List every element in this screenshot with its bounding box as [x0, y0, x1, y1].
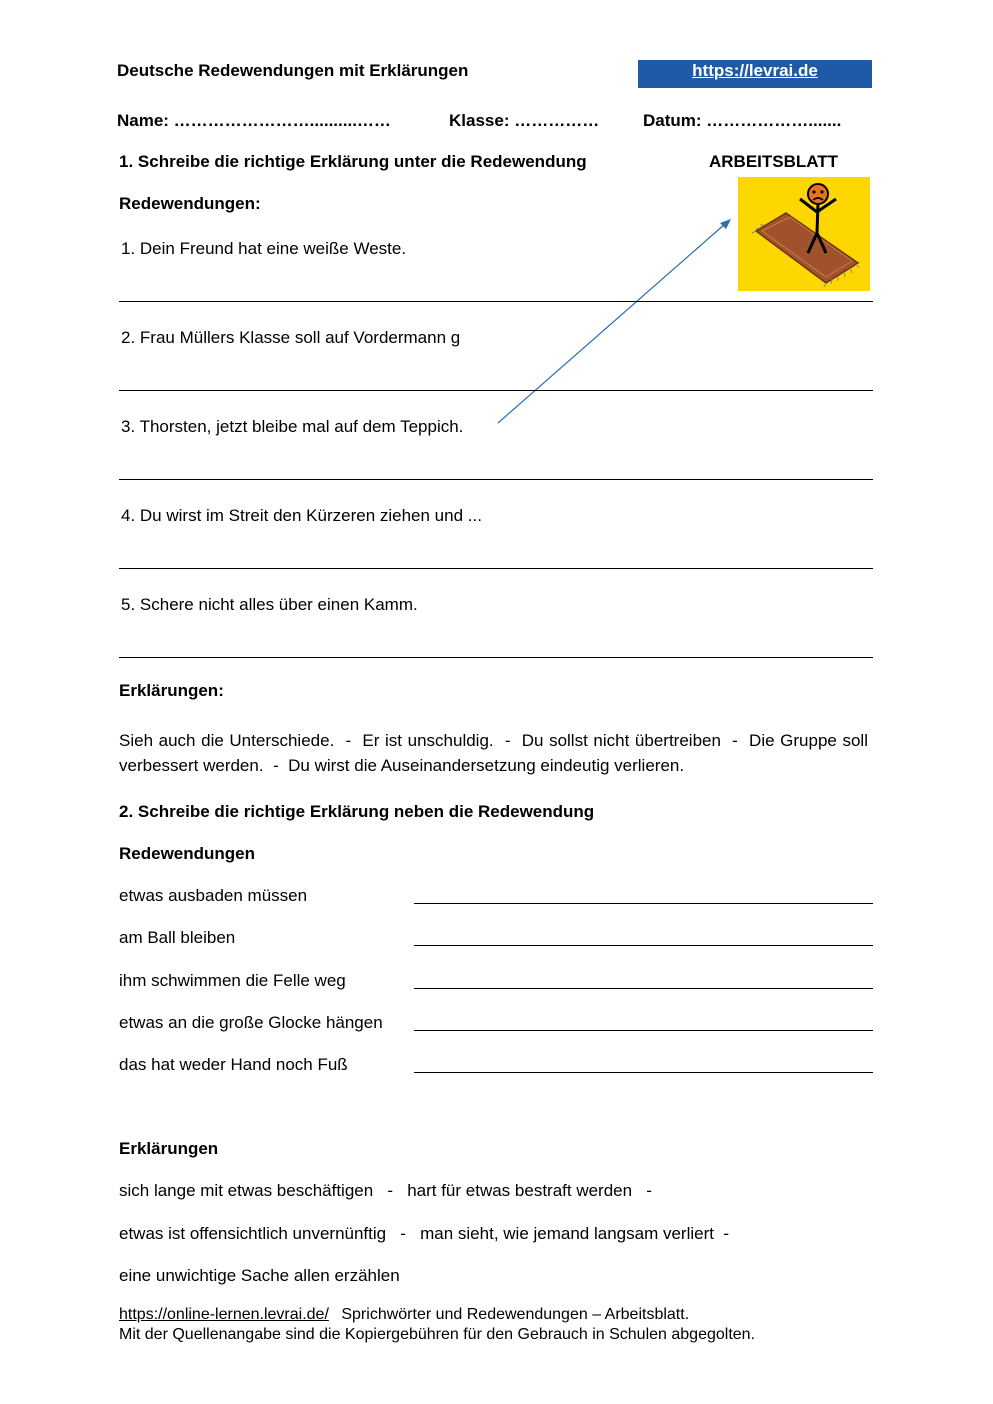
explanations-heading-1: Erklärungen:	[119, 681, 224, 700]
website-link[interactable]: https://levrai.de	[692, 61, 818, 80]
answer-line-1[interactable]	[119, 301, 873, 302]
idiom-item-5: 5. Schere nicht alles über einen Kamm.	[121, 595, 418, 614]
answer-line-4[interactable]	[119, 568, 873, 569]
worksheet-label: ARBEITSBLATT	[709, 152, 839, 171]
footer-copyright-note: Mit der Quellenangabe sind die Kopiergebühren für den Gebrauch in Schulen abgegolten.	[119, 1326, 755, 1343]
answer-line-row-1[interactable]	[414, 903, 873, 904]
answer-line-row-3[interactable]	[414, 988, 873, 989]
idiom-item-4: 4. Du wirst im Streit den Kürzeren ziehen und ...	[121, 506, 482, 525]
answer-line-row-2[interactable]	[414, 945, 873, 946]
footer-line-1	[119, 1306, 689, 1324]
explanation-line-2: etwas ist offensichtlich unvernünftig - man sieht, wie jemand langsam verliert -	[119, 1224, 730, 1243]
section2-heading: 2. Schreibe die richtige Erklärung neben die Redewendung	[119, 802, 595, 821]
class-field: Klasse: ……………	[449, 111, 600, 130]
explanation-line-3: eine unwichtige Sache allen erzählen	[119, 1266, 400, 1285]
section1-heading: 1. Schreibe die richtige Erklärung unter die Redewendung	[119, 152, 587, 171]
explanation-line-1: sich lange mit etwas beschäftigen - hart für etwas bestraft werden -	[119, 1181, 652, 1200]
answer-line-row-4[interactable]	[414, 1030, 873, 1031]
answer-line-2[interactable]	[119, 390, 873, 391]
idiom-item-2: 2. Frau Müllers Klasse soll auf Vordermann g	[121, 328, 461, 347]
footer-link[interactable]: https://online-lernen.levrai.de/	[119, 1306, 329, 1323]
idiom-row-3: ihm schwimmen die Felle weg	[119, 971, 346, 990]
idiom-row-4: etwas an die große Glocke hängen	[119, 1013, 383, 1032]
idiom-row-2: am Ball bleiben	[119, 928, 236, 947]
idiom-row-5: das hat weder Hand noch Fuß	[119, 1055, 348, 1074]
section1-subheading: Redewendungen:	[119, 194, 261, 213]
footer-description: Sprichwörter und Redewendungen – Arbeitsblatt.	[341, 1306, 690, 1323]
date-field: Datum: ……………….......	[643, 111, 842, 130]
explanations-heading-2: Erklärungen	[119, 1139, 219, 1158]
idiom-row-1: etwas ausbaden müssen	[119, 886, 308, 905]
page-title: Deutsche Redewendungen mit Erklärungen	[117, 61, 469, 80]
answer-line-3[interactable]	[119, 479, 873, 480]
answer-line-5[interactable]	[119, 657, 873, 658]
idiom-item-1: 1. Dein Freund hat eine weiße Weste.	[121, 239, 407, 258]
idiom-item-3: 3. Thorsten, jetzt bleibe mal auf dem Teppich.	[121, 417, 464, 436]
answer-line-row-5[interactable]	[414, 1072, 873, 1073]
section2-subheading: Redewendungen	[119, 844, 256, 863]
explanations-text-1: Sieh auch die Unterschiede. - Er ist unschuldig. - Du sollst nicht übertreiben - Die Gruppe soll verbessert werden. - Du wirst die Auseinandersetzung eindeutig verlieren.	[119, 731, 873, 775]
name-field: Name: ……………………..........……	[117, 111, 391, 130]
